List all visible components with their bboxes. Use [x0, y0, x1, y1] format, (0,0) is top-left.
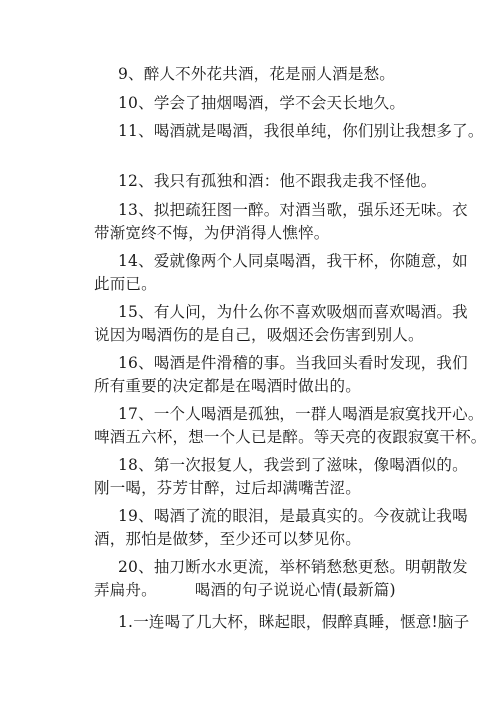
entry-20-line-1: 20、抽刀断水水更流，举杯销愁愁更愁。明朝散发 [118, 558, 468, 576]
entry-9: 9、醉人不外花共酒，花是丽人酒是愁。 [118, 65, 395, 83]
entry-11: 11、喝酒就是喝酒，我很单纯，你们别让我想多了。 [118, 122, 484, 140]
entry-14-line-1: 14、爱就像两个人同桌喝酒，我干杯，你随意，如 [118, 252, 468, 270]
entry-20-tail: 弄扁舟。 [94, 581, 157, 599]
entry-15-line-1: 15、有人问，为什么你不喜欢吸烟而喜欢喝酒。我 [118, 303, 468, 321]
entry-10: 10、学会了抽烟喝酒，学不会天长地久。 [118, 94, 406, 112]
entry-18-line-1: 18、第一次报复人，我尝到了滋味，像喝酒似的。 [118, 456, 468, 474]
section-line-1: 1.一连喝了几大杯，眯起眼，假醉真睡，惬意!脑子 [118, 613, 470, 631]
section-title: 喝酒的句子说说心情(最新篇) [194, 581, 396, 599]
entry-13-line-1: 13、拟把疏狂图一醉。对酒当歌，强乐还无味。衣 [118, 201, 468, 219]
entry-15-line-2: 说因为喝酒伤的是自己，吸烟还会伤害到别人。 [94, 326, 424, 344]
entry-18-line-2: 刚一喝，芬芳甘醉，过后却满嘴苦涩。 [94, 479, 361, 497]
entry-16-line-1: 16、喝酒是件滑稽的事。当我回头看时发现，我们 [118, 354, 468, 372]
entry-14-line-2: 此而已。 [94, 275, 157, 293]
entry-20-line-2 [94, 580, 396, 600]
entry-12: 12、我只有孤独和酒：他不跟我走我不怪他。 [118, 172, 437, 190]
entry-17-line-2: 啤酒五六杯，想一个人已是醉。等天亮的夜跟寂寞干杯。 [94, 428, 487, 446]
entry-13-line-2: 带渐宽终不悔，为伊消得人憔悴。 [94, 224, 330, 242]
entry-19-line-1: 19、喝酒了流的眼泪，是最真实的。今夜就让我喝 [118, 507, 468, 525]
entry-19-line-2: 酒，那怕是做梦，至少还可以梦见你。 [94, 530, 361, 548]
entry-16-line-2: 所有重要的决定都是在喝酒时做出的。 [94, 377, 361, 395]
entry-17-line-1: 17、一个人喝酒是孤独，一群人喝酒是寂寞找开心。 [118, 405, 484, 423]
